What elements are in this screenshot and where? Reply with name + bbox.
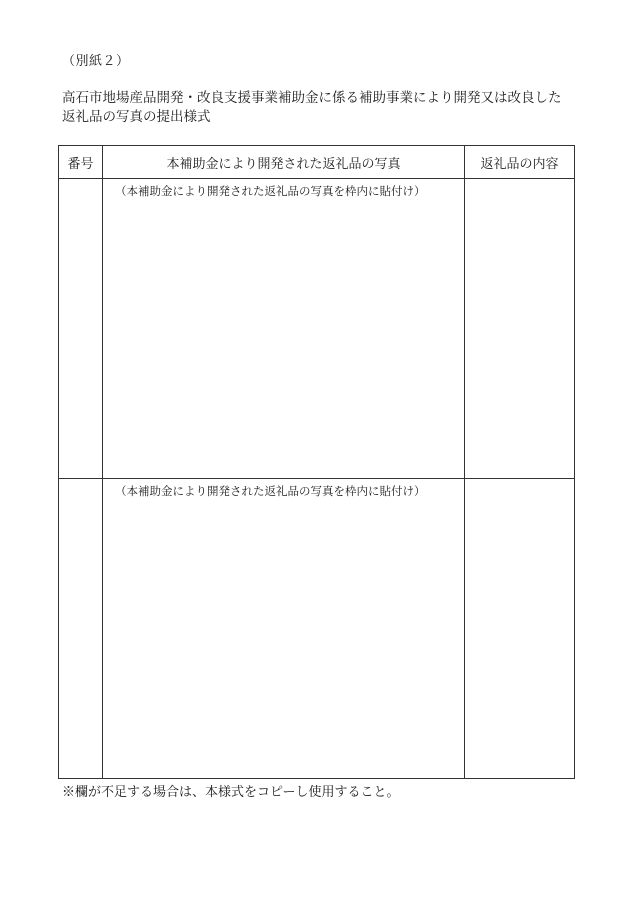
photo-instruction: （本補助金により開発された返礼品の写真を枠内に貼付け） bbox=[115, 484, 426, 498]
row-number-cell[interactable] bbox=[59, 179, 103, 479]
content-cell[interactable] bbox=[465, 479, 575, 779]
attachment-label: （別紙２） bbox=[62, 54, 130, 69]
content-cell[interactable] bbox=[465, 179, 575, 479]
table-header-row bbox=[59, 146, 575, 179]
form-title-line-1: 高石市地場産品開発・改良支援事業補助金に係る補助事業により開発又は改良した bbox=[62, 90, 562, 106]
row-number-cell[interactable] bbox=[59, 479, 103, 779]
form-title-line-2: 返礼品の写真の提出様式 bbox=[62, 109, 211, 125]
table-row bbox=[59, 179, 575, 479]
form-title bbox=[62, 89, 582, 127]
header-content: 返礼品の内容 bbox=[465, 146, 575, 179]
photo-cell[interactable] bbox=[103, 479, 465, 779]
photo-submission-table bbox=[58, 145, 575, 779]
header-photo: 本補助金により開発された返礼品の写真 bbox=[103, 146, 465, 179]
photo-cell[interactable] bbox=[103, 179, 465, 479]
table-row bbox=[59, 479, 575, 779]
header-number: 番号 bbox=[59, 146, 103, 179]
photo-instruction: （本補助金により開発された返礼品の写真を枠内に貼付け） bbox=[115, 184, 426, 198]
footer-note: ※欄が不足する場合は、本様式をコピーし使用すること。 bbox=[62, 785, 400, 800]
